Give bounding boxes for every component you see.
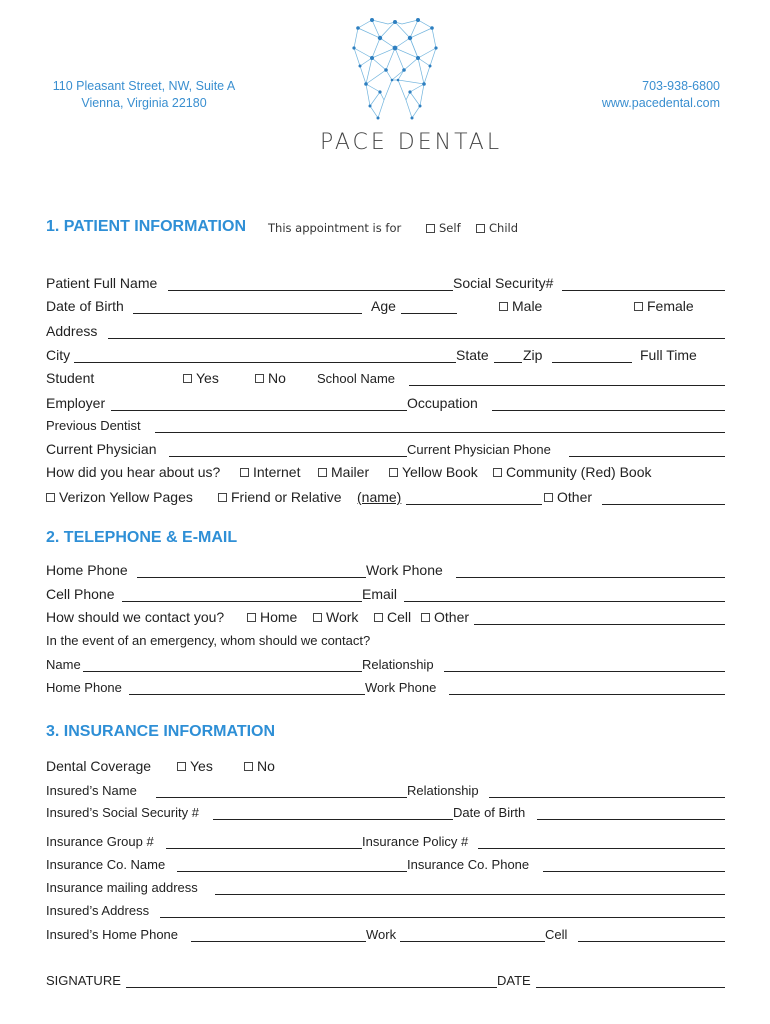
student-label: Student — [46, 370, 95, 386]
hear-about-label: How did you hear about us? — [46, 464, 221, 480]
occupation-field[interactable] — [492, 410, 725, 411]
date-label: DATE — [497, 973, 531, 988]
other-label: Other — [557, 489, 593, 505]
insurance-policy-label: Insurance Policy # — [362, 834, 469, 849]
male-checkbox[interactable] — [499, 302, 508, 311]
female-option[interactable] — [634, 298, 694, 314]
insurance-co-name-field[interactable] — [177, 871, 407, 872]
child-label: Child — [489, 221, 519, 235]
insured-dob-label: Date of Birth — [453, 805, 526, 820]
city-field[interactable] — [74, 362, 456, 363]
internet-checkbox[interactable] — [240, 468, 249, 477]
emergency-work-phone-label: Work Phone — [365, 680, 437, 695]
full-time-label: Full Time — [640, 347, 697, 363]
contact-work-option[interactable] — [313, 609, 358, 625]
section-insurance-information: 3. INSURANCE INFORMATION — [46, 723, 276, 740]
other-option[interactable] — [544, 489, 592, 505]
insurance-co-phone-label: Insurance Co. Phone — [407, 857, 530, 872]
full-name-field[interactable] — [168, 290, 453, 291]
emergency-contact-question: In the event of an emergency, whom should we contact? — [46, 633, 371, 648]
coverage-yes-label: Yes — [190, 758, 213, 774]
current-physician-phone-label: Current Physician Phone — [407, 442, 551, 457]
practice-website[interactable]: www.pacedental.com — [601, 96, 720, 110]
appointment-for-label: This appointment is for — [268, 221, 402, 235]
contact-home-checkbox[interactable] — [247, 613, 256, 622]
date-field[interactable] — [536, 987, 725, 988]
address-label: Address — [46, 323, 98, 339]
contact-other-field[interactable] — [474, 624, 725, 625]
address-field[interactable] — [108, 338, 725, 339]
other-field[interactable] — [602, 504, 725, 505]
previous-dentist-field[interactable] — [155, 432, 725, 433]
employer-field[interactable] — [111, 410, 407, 411]
yellow-book-option[interactable] — [389, 464, 478, 480]
dob-label: Date of Birth — [46, 298, 124, 314]
address-line-1: 110 Pleasant Street, NW, Suite A — [52, 79, 236, 93]
insureds-home-phone-field[interactable] — [191, 941, 366, 942]
state-field[interactable] — [494, 362, 522, 363]
emergency-home-phone-field[interactable] — [129, 694, 365, 695]
current-physician-label: Current Physician — [46, 441, 157, 457]
mailer-option[interactable] — [318, 464, 369, 480]
insureds-name-field[interactable] — [156, 797, 407, 798]
insurance-mailing-address-label: Insurance mailing address — [46, 880, 198, 895]
student-no-label: No — [268, 370, 286, 386]
insured-relationship-label: Relationship — [407, 783, 479, 798]
contact-work-checkbox[interactable] — [313, 613, 322, 622]
city-label: City — [46, 347, 71, 363]
school-name-field[interactable] — [409, 385, 725, 386]
brand-name: PACE DENTAL — [320, 130, 503, 155]
employer-label: Employer — [46, 395, 106, 411]
state-label: State — [456, 347, 489, 363]
address-line-2: Vienna, Virginia 22180 — [81, 96, 207, 110]
insurance-group-field[interactable] — [166, 848, 362, 849]
self-option[interactable] — [426, 221, 461, 235]
school-name-label: School Name — [317, 371, 396, 386]
yellow-book-checkbox[interactable] — [389, 468, 398, 477]
yellow-book-label: Yellow Book — [402, 464, 478, 480]
home-phone-field[interactable] — [137, 577, 366, 578]
insurance-group-label: Insurance Group # — [46, 834, 154, 849]
other-checkbox[interactable] — [544, 493, 553, 502]
age-field[interactable] — [401, 313, 457, 314]
internet-option[interactable] — [240, 464, 300, 480]
current-physician-field[interactable] — [169, 456, 407, 457]
practice-address — [46, 78, 242, 112]
ssn-field[interactable] — [562, 290, 725, 291]
insureds-address-label: Insured’s Address — [46, 903, 150, 918]
coverage-no-option[interactable] — [244, 758, 275, 774]
contact-home-label: Home — [260, 609, 298, 625]
age-label: Age — [371, 298, 396, 314]
student-no-checkbox[interactable] — [255, 374, 264, 383]
contact-method-label: How should we contact you? — [46, 609, 225, 625]
signature-field[interactable] — [126, 987, 497, 988]
coverage-yes-option[interactable] — [177, 758, 213, 774]
insured-cell-field[interactable] — [578, 941, 725, 942]
insurance-co-name-label: Insurance Co. Name — [46, 857, 166, 872]
female-checkbox[interactable] — [634, 302, 643, 311]
insureds-ssn-label: Insured’s Social Security # — [46, 805, 199, 820]
contact-cell-label: Cell — [387, 609, 412, 625]
practice-contact — [602, 78, 720, 112]
previous-dentist-label: Previous Dentist — [46, 418, 141, 433]
insurance-co-phone-field[interactable] — [543, 871, 725, 872]
emergency-name-label: Name — [46, 657, 81, 672]
contact-cell-option[interactable] — [374, 609, 411, 625]
cell-phone-field[interactable] — [122, 601, 362, 602]
current-physician-phone-field[interactable] — [569, 456, 725, 457]
friend-name-label: (name) — [357, 489, 402, 505]
insurance-mailing-address-field[interactable] — [215, 894, 725, 895]
insured-work-phone-field[interactable] — [400, 941, 545, 942]
practice-phone: 703-938-6800 — [642, 79, 720, 93]
verizon-checkbox[interactable] — [46, 493, 55, 502]
work-phone-field[interactable] — [456, 577, 725, 578]
emergency-name-field[interactable] — [83, 671, 362, 672]
friend-option[interactable] — [218, 489, 342, 505]
emergency-home-phone-label: Home Phone — [46, 680, 122, 695]
insureds-home-phone-label: Insured’s Home Phone — [46, 927, 179, 942]
tooth-network-icon — [350, 14, 440, 126]
child-checkbox[interactable] — [476, 224, 485, 233]
insured-relationship-field[interactable] — [489, 797, 725, 798]
contact-other-option[interactable] — [421, 609, 469, 625]
zip-field[interactable] — [552, 362, 632, 363]
full-name-label: Patient Full Name — [46, 275, 158, 291]
home-phone-label: Home Phone — [46, 562, 128, 578]
verizon-option[interactable] — [46, 489, 193, 505]
insureds-name-label: Insured’s Name — [46, 783, 137, 798]
emergency-relationship-label: Relationship — [362, 657, 434, 672]
self-label: Self — [439, 221, 461, 235]
contact-other-checkbox[interactable] — [421, 613, 430, 622]
community-book-option[interactable] — [493, 464, 652, 480]
friend-label: Friend or Relative — [231, 489, 342, 505]
internet-label: Internet — [253, 464, 301, 480]
contact-cell-checkbox[interactable] — [374, 613, 383, 622]
student-yes-checkbox[interactable] — [183, 374, 192, 383]
female-label: Female — [647, 298, 694, 314]
coverage-no-checkbox[interactable] — [244, 762, 253, 771]
insureds-address-field[interactable] — [160, 917, 725, 918]
email-label: Email — [362, 586, 398, 602]
community-book-label: Community (Red) Book — [506, 464, 652, 480]
emergency-relationship-field[interactable] — [444, 671, 725, 672]
coverage-yes-checkbox[interactable] — [177, 762, 186, 771]
zip-label: Zip — [523, 347, 543, 363]
section-telephone-email: 2. TELEPHONE & E-MAIL — [46, 529, 238, 546]
occupation-label: Occupation — [407, 395, 478, 411]
insureds-ssn-field[interactable] — [213, 819, 453, 820]
student-yes-option[interactable] — [183, 370, 219, 386]
coverage-no-label: No — [257, 758, 275, 774]
contact-work-label: Work — [326, 609, 359, 625]
self-checkbox[interactable] — [426, 224, 435, 233]
dob-field[interactable] — [133, 313, 362, 314]
mailer-checkbox[interactable] — [318, 468, 327, 477]
signature-label: SIGNATURE — [46, 973, 121, 988]
section-patient-information: 1. PATIENT INFORMATION — [46, 218, 246, 235]
insurance-policy-field[interactable] — [478, 848, 725, 849]
friend-name-field[interactable] — [406, 504, 542, 505]
male-label: Male — [512, 298, 543, 314]
mailer-label: Mailer — [331, 464, 370, 480]
contact-other-label: Other — [434, 609, 470, 625]
work-phone-label: Work Phone — [366, 562, 443, 578]
cell-phone-label: Cell Phone — [46, 586, 115, 602]
student-no-option[interactable] — [255, 370, 286, 386]
emergency-work-phone-field[interactable] — [449, 694, 725, 695]
email-field[interactable] — [404, 601, 725, 602]
insured-dob-field[interactable] — [537, 819, 725, 820]
child-option[interactable] — [476, 221, 518, 235]
male-option[interactable] — [499, 298, 542, 314]
insured-work-phone-label: Work — [366, 927, 397, 942]
student-yes-label: Yes — [196, 370, 219, 386]
dental-coverage-label: Dental Coverage — [46, 758, 152, 774]
ssn-label: Social Security# — [453, 275, 554, 291]
verizon-label: Verizon Yellow Pages — [59, 489, 193, 505]
contact-home-option[interactable] — [247, 609, 297, 625]
friend-checkbox[interactable] — [218, 493, 227, 502]
insured-cell-label: Cell — [545, 927, 568, 942]
community-book-checkbox[interactable] — [493, 468, 502, 477]
